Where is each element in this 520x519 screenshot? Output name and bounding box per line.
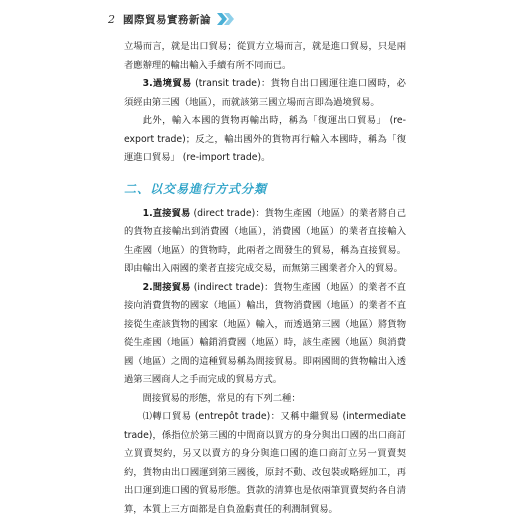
term-transit-trade: 3.過境貿易 — [142, 78, 192, 89]
term-indirect-trade: 2.間接貿易 — [142, 281, 191, 293]
indirect-trade-text: (indirect trade)：貨物生產國（地區）的業者不直接向消費貨物的國家（地區）輸出，貨物消費國（地區）的業者不直接從生產該貨物的國家（地區）輸入，而透過第三國（地區）將貨物從生產國（地區）輸銷消費國（地區）時，該生產國（地區）與消費國（地區）之間的這種貿易稱為間接貿易。即兩國間的貨物輸出入透過第三國商人之手而完成的貿易方式。 — [124, 281, 406, 385]
transit-trade-text: (transit trade)：貨物自出口國運往進口國時，必須經由第三國（地區），而就該第三國立場而言即為過境貿易。 — [124, 78, 406, 108]
paragraph-entrepot-trade: ⑴轉口貿易 (entrepôt trade)：又稱中繼貿易 (intermediate trade)，係指位於第三國的中間商以買方的身分與出口國的出口商訂立買賣契約，另又以賣方的身分與進口國的進口商訂立另一買賣契約，貨物由出口國運到第三國後，原封不動、改包裝或略經加工，再出口運到進口國的貿易形態。貨款的清算也是依兩筆買賣契約各自清算，本質上三方面都是自負盈虧責任的利潤制貿易。 — [124, 411, 406, 515]
term-direct-trade: 1.直接貿易 — [142, 207, 191, 219]
page-body — [124, 38, 406, 519]
paragraph-re-export: 此外，輸入本國的貨物再輸出時，稱為「復運出口貿易」 (re-export trade)；反之，輸出國外的貨物再行輸入本國時，稱為「復運進口貿易」 (re-import trade)。 — [124, 115, 406, 163]
paragraph-direct-trade — [124, 205, 406, 279]
paragraph-continuation: 立場而言，就是出口貿易；從買方立場而言，就是進口貿易，只是兩者應辦理的輸出輸入手續有所不同而已。 — [124, 41, 406, 71]
page-number: 2 — [108, 12, 115, 26]
paragraph-indirect-trade — [124, 279, 406, 390]
double-chevron-icon — [217, 12, 235, 26]
paragraph-transit-trade — [124, 75, 406, 112]
direct-trade-text: (direct trade)：貨物生產國（地區）的業者將自己的貨物直接輸出到消費國（地區），消費國（地區）的業者直接輸入生產國（地區）的貨物時，此兩者之間發生的貿易，稱為直接貿易。即由輸出入兩國的業者直接完成交易，而無第三國業者介入的貿易。 — [124, 207, 406, 274]
paragraph-forms-intro: 間接貿易的形態，常見的有下列二種： — [142, 392, 301, 404]
book-title: 國際貿易實務新論 — [123, 13, 211, 26]
running-header — [108, 9, 235, 29]
section-heading: 二、以交易進行方式分類 — [124, 181, 268, 196]
